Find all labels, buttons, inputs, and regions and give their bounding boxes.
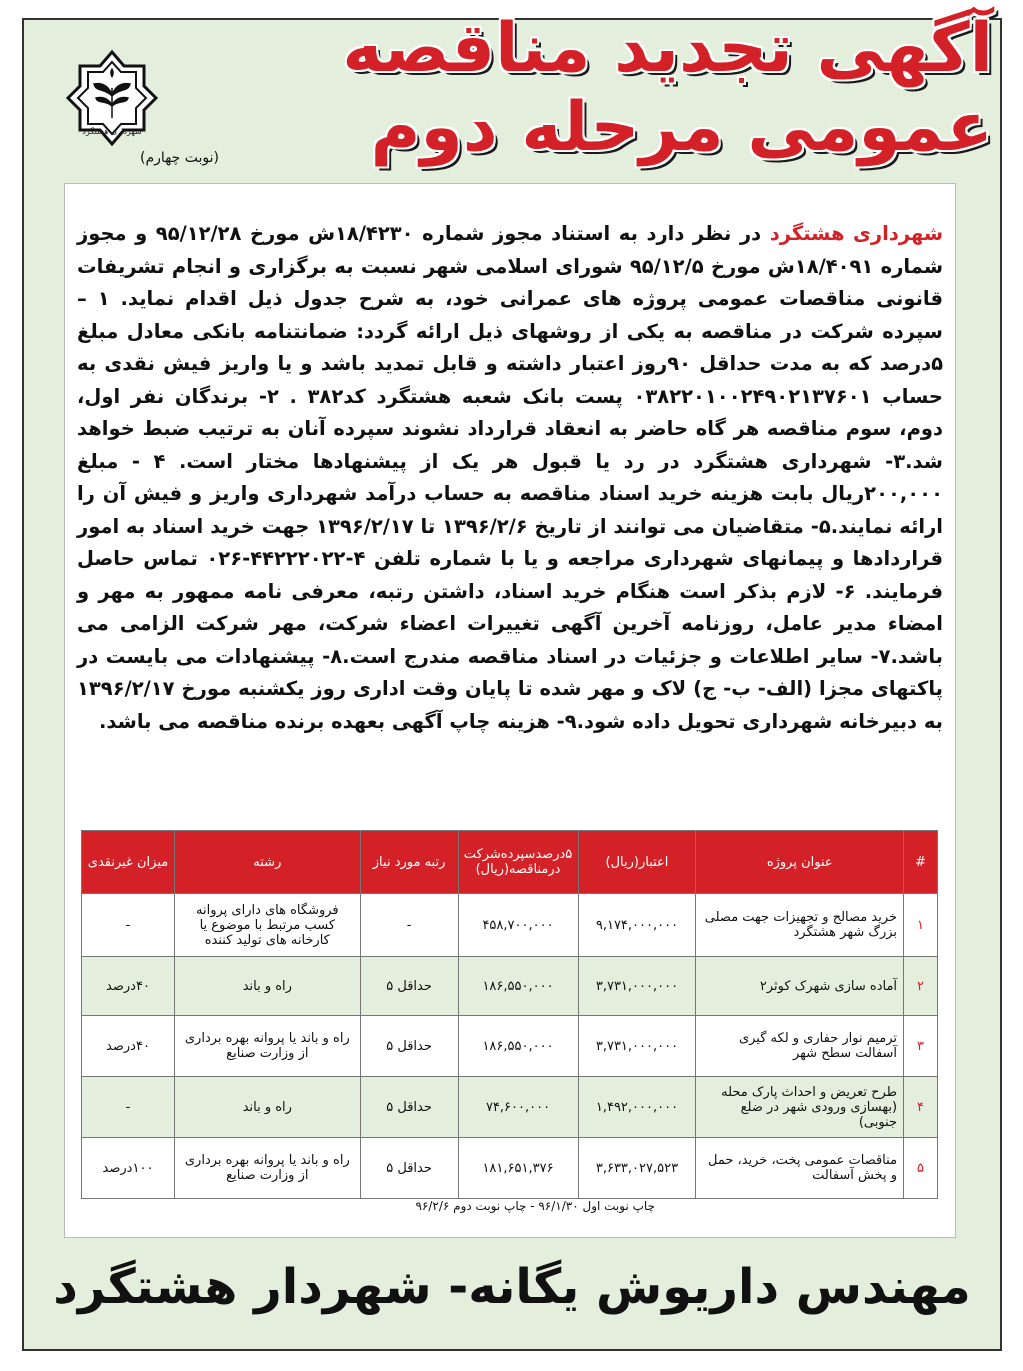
table-row bbox=[82, 1138, 938, 1199]
row-deposit: ۷۴,۶۰۰,۰۰۰ bbox=[458, 1077, 578, 1138]
header-field: رشته bbox=[174, 831, 360, 894]
header-rank: رتبه مورد نیاز bbox=[360, 831, 458, 894]
row-project-title: آماده سازی شهرک کوثر۲ bbox=[696, 957, 904, 1016]
row-project-title: مناقصات عمومی پخت، خرید، حمل و پخش آسفالت bbox=[696, 1138, 904, 1199]
row-noncash: - bbox=[82, 894, 175, 957]
row-field: فروشگاه های دارای پروانه کسب مرتبط با موضوع یا کارخانه های تولید کننده bbox=[174, 894, 360, 957]
header-index: # bbox=[904, 831, 938, 894]
row-credit: ۳,۶۳۳,۰۲۷,۵۲۳ bbox=[578, 1138, 696, 1199]
row-project-title: خرید مصالح و تجهیزات جهت مصلی بزرگ شهر هشتگرد bbox=[696, 894, 904, 957]
print-dates-note: چاپ نوبت اول ۹۶/۱/۳۰ - چاپ نوبت دوم ۹۶/۲/۶ bbox=[415, 1199, 655, 1213]
header-credit: اعتبار(ریال) bbox=[578, 831, 696, 894]
header-noncash: میزان غیرنقدی bbox=[82, 831, 175, 894]
row-credit: ۹,۱۷۴,۰۰۰,۰۰۰ bbox=[578, 894, 696, 957]
publication-turn-label: (نوبت چهارم) bbox=[140, 150, 219, 166]
row-field: راه و باند یا پروانه بهره برداری از وزارت صنایع bbox=[174, 1016, 360, 1077]
row-rank: حداقل ۵ bbox=[360, 957, 458, 1016]
row-project-title: طرح تعریض و احداث پارک محله (بهسازی ورودی شهر در ضلع جنوبی) bbox=[696, 1077, 904, 1138]
header-project-title: عنوان پروژه bbox=[696, 831, 904, 894]
row-project-title: ترمیم نوار حفاری و لکه گیری آسفالت سطح شهر bbox=[696, 1016, 904, 1077]
table-row bbox=[82, 957, 938, 1016]
row-rank: حداقل ۵ bbox=[360, 1016, 458, 1077]
row-deposit: ۴۵۸,۷۰۰,۰۰۰ bbox=[458, 894, 578, 957]
notice-paragraph bbox=[77, 218, 943, 738]
row-noncash: ۱۰۰درصد bbox=[82, 1138, 175, 1199]
row-credit: ۳,۷۳۱,۰۰۰,۰۰۰ bbox=[578, 957, 696, 1016]
row-noncash: ۴۰درصد bbox=[82, 1016, 175, 1077]
table-row bbox=[82, 1077, 938, 1138]
notice-content bbox=[64, 183, 956, 1238]
row-index: ۵ bbox=[904, 1138, 938, 1199]
row-rank: حداقل ۵ bbox=[360, 1077, 458, 1138]
notice-body-text: در نظر دارد به استناد مجوز شماره ۱۸/۴۲۳۰ش مورخ ۹۵/۱۲/۲۸ و مجوز شماره ۱۸/۴۰۹۱ش مورخ ۹۵/۱۲/۵ شورای اسلامی شهر نسبت به برگزاری و انجام تشریفات قانونی مناقصات عمومی پروژه های عمرانی خود، به شرح جدول ذیل اقدام نماید. ۱ – سپرده شرکت در مناقصه به یکی از روشهای ذیل ارائه گردد: ضمانتنامه بانکی معادل مبلغ ۵درصد که به مدت حداقل ۹۰روز اعتبار داشته و قابل تمدید باشد و یا واریز فیش نقدی به حساب ۰۳۸۲۲۰۱۰۰۲۴۹۰۲۱۳۷۶۰۱ پست بانک شعبه هشتگرد کد۳۸۲ . ۲- برندگان نفر اول، دوم، سوم مناقصه هر گاه حاضر به انعقاد قرارداد نشوند سپرده آنان به ترتیب ضبط خواهد شد.۳- شهرداری هشتگرد در رد یا قبول هر یک از پیشنهادها مختار است. ۴ - مبلغ ۲۰۰,۰۰۰ریال بابت هزینه خرید اسناد مناقصه به حساب درآمد شهرداری واریز و فیش آن را ارائه نمایند.۵- متقاضیان می توانند از تاریخ ۱۳۹۶/۲/۶ تا ۱۳۹۶/۲/۱۷ جهت خرید اسناد به امور قراردادها و پیمانهای شهرداری مراجعه و یا با شماره تلفن ۴-۴۴۲۲۲۰۲۲-۰۲۶ تماس حاصل فرمایند. ۶- لازم بذکر است هنگام خرید اسناد، داشتن رتبه، معرفی نامه ممهور به مهر و امضاء مدیر عامل، روزنامه آخرین آگهی تغییرات اعضاء شرکت، مهر شرکت الزامی می باشد.۷- سایر اطلاعات و جزئیات در اسناد مناقصه مندرج است.۸- پیشنهادات می بایست در پاکتهای مجزا (الف- ب- ج) لاک و مهر شده تا پایان وقت اداری روز یکشنبه مورخ ۱۳۹۶/۲/۱۷ به دبیرخانه شهرداری تحویل داده شود.۹- هزینه چاپ آگهی بعهده برنده مناقصه می باشد. bbox=[77, 222, 944, 733]
row-field: راه و باند یا پروانه بهره برداری از وزارت صنایع bbox=[174, 1138, 360, 1199]
row-deposit: ۱۸۶,۵۵۰,۰۰۰ bbox=[458, 957, 578, 1016]
table-header-row bbox=[82, 831, 938, 894]
row-credit: ۳,۷۳۱,۰۰۰,۰۰۰ bbox=[578, 1016, 696, 1077]
row-index: ۴ bbox=[904, 1077, 938, 1138]
row-deposit: ۱۸۶,۵۵۰,۰۰۰ bbox=[458, 1016, 578, 1077]
row-field: راه و باند bbox=[174, 957, 360, 1016]
row-deposit: ۱۸۱,۶۵۱,۳۷۶ bbox=[458, 1138, 578, 1199]
mayor-signature-line: مهندس داریوش یگانه- شهردار هشتگرد bbox=[53, 1259, 971, 1315]
row-field: راه و باند bbox=[174, 1077, 360, 1138]
logo-caption: شهرداری هشتگرد bbox=[82, 127, 142, 136]
row-index: ۳ bbox=[904, 1016, 938, 1077]
row-noncash: - bbox=[82, 1077, 175, 1138]
tender-table bbox=[81, 830, 938, 1199]
table-row bbox=[82, 1016, 938, 1077]
row-noncash: ۴۰درصد bbox=[82, 957, 175, 1016]
page-title: آگهی تجدید مناقصه عمومی مرحله دوم bbox=[342, 9, 993, 167]
row-rank: حداقل ۵ bbox=[360, 1138, 458, 1199]
table-row bbox=[82, 894, 938, 957]
municipality-name: شهرداری هشتگرد bbox=[769, 222, 944, 245]
header-deposit: ۵درصدسپرده‌شرکت درمناقصه(ریال) bbox=[458, 831, 578, 894]
row-index: ۱ bbox=[904, 894, 938, 957]
row-index: ۲ bbox=[904, 957, 938, 1016]
row-rank: - bbox=[360, 894, 458, 957]
row-credit: ۱,۴۹۲,۰۰۰,۰۰۰ bbox=[578, 1077, 696, 1138]
